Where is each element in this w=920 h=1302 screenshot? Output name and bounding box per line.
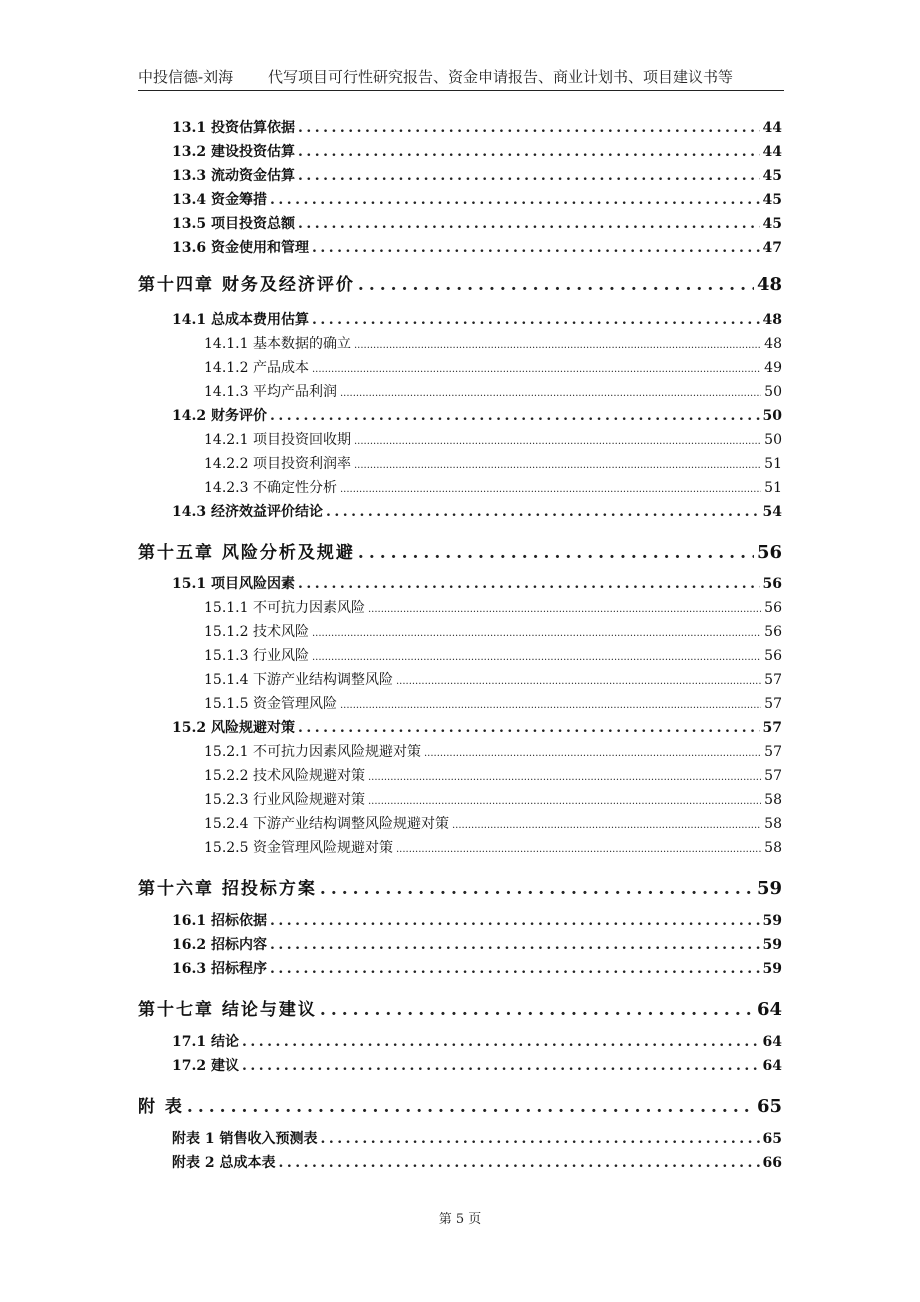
toc-entry-level-3[interactable] bbox=[204, 669, 782, 689]
toc-entry-page: 64 bbox=[762, 1034, 782, 1050]
toc-entry-page: 45 bbox=[762, 192, 782, 208]
toc-entry-level-2[interactable] bbox=[172, 117, 782, 137]
toc-entry-title: 第十五章 风险分析及规避 bbox=[138, 543, 355, 563]
toc-entry-title: 14.2 财务评价 bbox=[172, 408, 267, 424]
toc-entry-level-3[interactable] bbox=[204, 741, 782, 761]
toc-dot-leader bbox=[270, 961, 760, 977]
toc-entry-title: 15.1.2 技术风险 bbox=[204, 624, 309, 640]
toc-entry-level-1[interactable] bbox=[138, 995, 782, 1020]
toc-dot-leader bbox=[298, 576, 760, 592]
toc-entry-level-3[interactable] bbox=[204, 693, 782, 713]
toc-dot-leader bbox=[270, 913, 760, 929]
toc-dot-leader bbox=[298, 720, 760, 736]
toc-entry-title: 17.2 建议 bbox=[172, 1058, 239, 1074]
toc-entry-level-2[interactable] bbox=[172, 934, 782, 954]
toc-entry-level-3[interactable] bbox=[204, 453, 782, 473]
toc-entry-title: 附表 2 总成本表 bbox=[172, 1155, 276, 1171]
toc-entry-title: 13.1 投资估算依据 bbox=[172, 120, 295, 136]
toc-dot-leader bbox=[368, 604, 761, 615]
toc-entry-level-2[interactable] bbox=[172, 958, 782, 978]
toc-entry-level-1[interactable] bbox=[138, 538, 782, 563]
toc-dot-leader bbox=[279, 1155, 760, 1171]
toc-entry-title: 14.1.1 基本数据的确立 bbox=[204, 336, 351, 352]
toc-entry-page: 54 bbox=[762, 504, 782, 520]
toc-entry-level-3[interactable] bbox=[204, 597, 782, 617]
toc-entry-title: 15.2.3 行业风险规避对策 bbox=[204, 792, 365, 808]
toc-entry-page: 59 bbox=[756, 878, 782, 899]
page-number: 第 5 页 bbox=[438, 1212, 482, 1227]
toc-entry-level-3[interactable] bbox=[204, 477, 782, 497]
toc-entry-title: 第十四章 财务及经济评价 bbox=[138, 275, 355, 295]
toc-dot-leader bbox=[270, 192, 760, 208]
toc-dot-leader bbox=[270, 408, 760, 424]
toc-entry-level-2[interactable] bbox=[172, 1128, 782, 1148]
toc-entry-page: 66 bbox=[762, 1155, 782, 1171]
toc-dot-leader bbox=[312, 312, 760, 328]
toc-dot-leader bbox=[368, 796, 761, 807]
toc-entry-page: 56 bbox=[764, 648, 782, 664]
toc-entry-page: 57 bbox=[764, 672, 782, 688]
toc-dot-leader bbox=[270, 937, 760, 953]
toc-entry-level-3[interactable] bbox=[204, 813, 782, 833]
toc-entry-title: 15.1.5 资金管理风险 bbox=[204, 696, 337, 712]
toc-entry-title: 17.1 结论 bbox=[172, 1034, 239, 1050]
toc-dot-leader bbox=[312, 240, 760, 256]
toc-entry-level-2[interactable] bbox=[172, 165, 782, 185]
toc-entry-level-2[interactable] bbox=[172, 910, 782, 930]
toc-entry-title: 13.2 建设投资估算 bbox=[172, 144, 295, 160]
toc-entry-title: 第十六章 招投标方案 bbox=[138, 879, 317, 899]
toc-entry-level-2[interactable] bbox=[172, 237, 782, 257]
toc-entry-level-2[interactable] bbox=[172, 501, 782, 521]
toc-dot-leader bbox=[242, 1034, 760, 1050]
toc-entry-level-2[interactable] bbox=[172, 405, 782, 425]
toc-dot-leader bbox=[326, 504, 760, 520]
page-header bbox=[138, 64, 784, 91]
toc-entry-level-2[interactable] bbox=[172, 309, 782, 329]
toc-entry-level-3[interactable] bbox=[204, 765, 782, 785]
toc-entry-title: 15.2.5 资金管理风险规避对策 bbox=[204, 840, 393, 856]
toc-entry-level-2[interactable] bbox=[172, 189, 782, 209]
toc-entry-title: 15.2 风险规避对策 bbox=[172, 720, 295, 736]
toc-dot-leader bbox=[396, 844, 761, 855]
toc-entry-title: 16.3 招标程序 bbox=[172, 961, 267, 977]
toc-entry-page: 50 bbox=[764, 432, 782, 448]
toc-entry-title: 14.2.2 项目投资利润率 bbox=[204, 456, 351, 472]
toc-entry-title: 15.2.2 技术风险规避对策 bbox=[204, 768, 365, 784]
toc-entry-level-2[interactable] bbox=[172, 1055, 782, 1075]
toc-entry-page: 58 bbox=[764, 816, 782, 832]
toc-dot-leader bbox=[298, 144, 760, 160]
toc-entry-page: 64 bbox=[762, 1058, 782, 1074]
toc-dot-leader bbox=[368, 772, 761, 783]
toc-dot-leader bbox=[358, 543, 754, 563]
toc-entry-title: 第十七章 结论与建议 bbox=[138, 1000, 317, 1020]
toc-entry-level-1[interactable] bbox=[138, 1092, 782, 1117]
toc-entry-level-2[interactable] bbox=[172, 213, 782, 233]
toc-entry-page: 57 bbox=[764, 696, 782, 712]
toc-entry-level-2[interactable] bbox=[172, 573, 782, 593]
toc-entry-title: 15.1.4 下游产业结构调整风险 bbox=[204, 672, 393, 688]
toc-entry-page: 65 bbox=[762, 1131, 782, 1147]
toc-dot-leader bbox=[340, 388, 761, 399]
toc-entry-page: 51 bbox=[764, 456, 782, 472]
toc-entry-title: 14.1 总成本费用估算 bbox=[172, 312, 309, 328]
toc-entry-title: 15.1.1 不可抗力因素风险 bbox=[204, 600, 365, 616]
toc-dot-leader bbox=[358, 275, 754, 295]
toc-dot-leader bbox=[340, 700, 761, 711]
toc-entry-title: 13.6 资金使用和管理 bbox=[172, 240, 309, 256]
toc-entry-title: 14.2.1 项目投资回收期 bbox=[204, 432, 351, 448]
toc-entry-title: 14.3 经济效益评价结论 bbox=[172, 504, 323, 520]
toc-entry-level-3[interactable] bbox=[204, 621, 782, 641]
toc-entry-level-1[interactable] bbox=[138, 874, 782, 899]
toc-entry-level-1[interactable] bbox=[138, 270, 782, 295]
toc-dot-leader bbox=[424, 748, 761, 759]
toc-dot-leader bbox=[321, 1131, 760, 1147]
toc-entry-level-3[interactable] bbox=[204, 381, 782, 401]
toc-dot-leader bbox=[452, 820, 761, 831]
toc-entry-title: 16.1 招标依据 bbox=[172, 913, 267, 929]
toc-entry-title: 附表 1 销售收入预测表 bbox=[172, 1131, 318, 1147]
toc-entry-title: 13.5 项目投资总额 bbox=[172, 216, 295, 232]
toc-entry-page: 50 bbox=[764, 384, 782, 400]
toc-entry-page: 59 bbox=[762, 961, 782, 977]
toc-dot-leader bbox=[340, 484, 761, 495]
toc-dot-leader bbox=[320, 879, 754, 899]
toc-dot-leader bbox=[354, 460, 761, 471]
toc-entry-level-3[interactable] bbox=[204, 333, 782, 353]
toc-dot-leader bbox=[312, 652, 761, 663]
toc-entry-page: 57 bbox=[762, 720, 782, 736]
toc-entry-page: 49 bbox=[764, 360, 782, 376]
toc-entry-level-3[interactable] bbox=[204, 645, 782, 665]
toc-dot-leader bbox=[312, 628, 761, 639]
toc-entry-title: 附 表 bbox=[138, 1097, 184, 1117]
toc-entry-page: 45 bbox=[762, 216, 782, 232]
toc-entry-page: 57 bbox=[764, 768, 782, 784]
toc-entry-page: 50 bbox=[762, 408, 782, 424]
toc-dot-leader bbox=[298, 216, 760, 232]
toc-entry-page: 59 bbox=[762, 937, 782, 953]
toc-dot-leader bbox=[354, 436, 761, 447]
toc-entry-page: 56 bbox=[762, 576, 782, 592]
toc-entry-level-3[interactable] bbox=[204, 357, 782, 377]
header-author: 中投信德-刘海 bbox=[138, 68, 234, 86]
toc-entry-level-3[interactable] bbox=[204, 837, 782, 857]
toc-entry-page: 51 bbox=[764, 480, 782, 496]
toc-entry-page: 58 bbox=[764, 792, 782, 808]
toc-dot-leader bbox=[298, 120, 760, 136]
toc-entry-title: 15.2.4 下游产业结构调整风险规避对策 bbox=[204, 816, 449, 832]
toc-dot-leader bbox=[396, 676, 761, 687]
toc-entry-page: 48 bbox=[764, 336, 782, 352]
toc-entry-page: 57 bbox=[764, 744, 782, 760]
toc-entry-page: 65 bbox=[756, 1096, 782, 1117]
toc-entry-page: 56 bbox=[756, 542, 782, 563]
toc-entry-page: 47 bbox=[762, 240, 782, 256]
toc-entry-title: 14.1.2 产品成本 bbox=[204, 360, 309, 376]
toc-dot-leader bbox=[320, 1000, 754, 1020]
toc-dot-leader bbox=[298, 168, 760, 184]
toc-entry-page: 56 bbox=[764, 624, 782, 640]
toc-entry-page: 59 bbox=[762, 913, 782, 929]
toc-entry-level-2[interactable] bbox=[172, 141, 782, 161]
toc-entry-title: 13.3 流动资金估算 bbox=[172, 168, 295, 184]
toc-entry-level-3[interactable] bbox=[204, 429, 782, 449]
toc-dot-leader bbox=[312, 364, 761, 375]
toc-entry-title: 15.1 项目风险因素 bbox=[172, 576, 295, 592]
toc-entry-level-3[interactable] bbox=[204, 789, 782, 809]
toc-entry-level-2[interactable] bbox=[172, 1152, 782, 1172]
toc-entry-page: 48 bbox=[762, 312, 782, 328]
toc-entry-title: 14.2.3 不确定性分析 bbox=[204, 480, 337, 496]
toc-dot-leader bbox=[187, 1097, 754, 1117]
toc-entry-title: 15.2.1 不可抗力因素风险规避对策 bbox=[204, 744, 421, 760]
toc-dot-leader bbox=[242, 1058, 760, 1074]
toc-entry-level-2[interactable] bbox=[172, 717, 782, 737]
toc-entry-page: 44 bbox=[762, 144, 782, 160]
toc-entry-title: 13.4 资金筹措 bbox=[172, 192, 267, 208]
toc-entry-page: 44 bbox=[762, 120, 782, 136]
toc-entry-page: 64 bbox=[756, 999, 782, 1020]
toc-entry-page: 58 bbox=[764, 840, 782, 856]
toc-entry-page: 48 bbox=[756, 274, 782, 295]
toc-entry-page: 45 bbox=[762, 168, 782, 184]
toc-entry-page: 56 bbox=[764, 600, 782, 616]
toc-dot-leader bbox=[354, 340, 761, 351]
toc-entry-title: 14.1.3 平均产品利润 bbox=[204, 384, 337, 400]
toc-entry-title: 15.1.3 行业风险 bbox=[204, 648, 309, 664]
toc-entry-title: 16.2 招标内容 bbox=[172, 937, 267, 953]
toc-entry-level-2[interactable] bbox=[172, 1031, 782, 1051]
header-services: 代写项目可行性研究报告、资金申请报告、商业计划书、项目建议书等 bbox=[268, 68, 734, 86]
